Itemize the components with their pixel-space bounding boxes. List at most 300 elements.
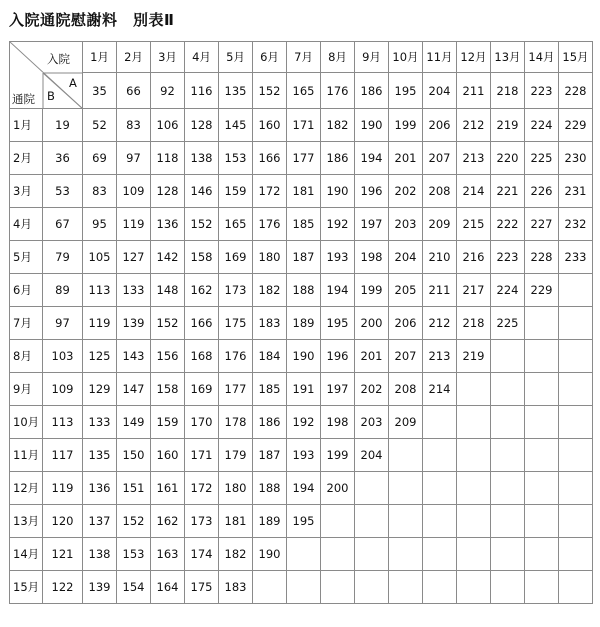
value-cell: 219 [457, 340, 491, 373]
value-cell: 174 [185, 538, 219, 571]
row-header: 11月 [10, 439, 43, 472]
value-cell [389, 505, 423, 538]
value-cell: 145 [219, 109, 253, 142]
value-cell [321, 538, 355, 571]
row-header: 9月 [10, 373, 43, 406]
value-cell: 190 [287, 340, 321, 373]
value-cell [491, 505, 525, 538]
value-cell: 135 [83, 439, 117, 472]
value-cell [423, 439, 457, 472]
value-cell: 190 [355, 109, 389, 142]
a-value-cell: 66 [117, 73, 151, 109]
table-row [10, 175, 593, 208]
column-header: 15月 [559, 42, 593, 73]
value-cell: 203 [355, 406, 389, 439]
column-header: 6月 [253, 42, 287, 73]
value-cell: 188 [287, 274, 321, 307]
value-cell: 133 [83, 406, 117, 439]
row-header: 15月 [10, 571, 43, 604]
table-row [10, 406, 593, 439]
b-value-cell: 103 [43, 340, 83, 373]
row-header: 6月 [10, 274, 43, 307]
value-cell: 224 [491, 274, 525, 307]
value-cell: 227 [525, 208, 559, 241]
value-cell: 204 [355, 439, 389, 472]
value-cell [423, 571, 457, 604]
value-cell: 128 [185, 109, 219, 142]
value-cell: 201 [389, 142, 423, 175]
value-cell [287, 538, 321, 571]
value-cell: 190 [253, 538, 287, 571]
value-cell: 170 [185, 406, 219, 439]
value-cell: 228 [525, 241, 559, 274]
row-header: 5月 [10, 241, 43, 274]
table-row [10, 307, 593, 340]
value-cell: 208 [423, 175, 457, 208]
value-cell [457, 406, 491, 439]
value-cell: 185 [253, 373, 287, 406]
value-cell [389, 571, 423, 604]
b-value-cell: 122 [43, 571, 83, 604]
a-value-cell: 211 [457, 73, 491, 109]
value-cell: 195 [287, 505, 321, 538]
value-cell: 193 [287, 439, 321, 472]
value-cell: 186 [253, 406, 287, 439]
value-cell [525, 340, 559, 373]
value-cell: 217 [457, 274, 491, 307]
table-row [10, 472, 593, 505]
table-row [10, 208, 593, 241]
value-cell: 224 [525, 109, 559, 142]
value-cell: 106 [151, 109, 185, 142]
value-cell: 198 [321, 406, 355, 439]
value-cell: 183 [253, 307, 287, 340]
a-value-cell: 92 [151, 73, 185, 109]
value-cell [525, 472, 559, 505]
value-cell [355, 538, 389, 571]
value-cell [491, 472, 525, 505]
value-cell [457, 472, 491, 505]
value-cell: 83 [117, 109, 151, 142]
value-cell: 136 [83, 472, 117, 505]
value-cell: 162 [151, 505, 185, 538]
value-cell: 212 [423, 307, 457, 340]
column-header: 8月 [321, 42, 355, 73]
value-cell: 231 [559, 175, 593, 208]
b-value-cell: 97 [43, 307, 83, 340]
table-row [10, 571, 593, 604]
column-header: 10月 [389, 42, 423, 73]
b-value-cell: 109 [43, 373, 83, 406]
value-cell: 166 [185, 307, 219, 340]
value-cell: 184 [253, 340, 287, 373]
b-value-cell: 113 [43, 406, 83, 439]
corner-b-label: B [47, 89, 55, 103]
value-cell: 219 [491, 109, 525, 142]
value-cell: 152 [151, 307, 185, 340]
value-cell: 105 [83, 241, 117, 274]
a-value-cell: 223 [525, 73, 559, 109]
value-cell: 165 [219, 208, 253, 241]
value-cell [491, 538, 525, 571]
value-cell: 194 [287, 472, 321, 505]
corner-row-axis-label: 入院 [47, 52, 70, 66]
value-cell: 176 [219, 340, 253, 373]
value-cell: 232 [559, 208, 593, 241]
value-cell: 178 [219, 406, 253, 439]
value-cell [491, 406, 525, 439]
value-cell: 201 [355, 340, 389, 373]
value-cell: 197 [321, 373, 355, 406]
value-cell: 215 [457, 208, 491, 241]
value-cell: 119 [83, 307, 117, 340]
value-cell: 148 [151, 274, 185, 307]
value-cell: 139 [83, 571, 117, 604]
value-cell: 159 [151, 406, 185, 439]
b-value-cell: 36 [43, 142, 83, 175]
value-cell: 176 [253, 208, 287, 241]
value-cell: 208 [389, 373, 423, 406]
value-cell: 180 [253, 241, 287, 274]
value-cell: 205 [389, 274, 423, 307]
value-cell: 209 [389, 406, 423, 439]
value-cell: 149 [117, 406, 151, 439]
value-cell [491, 373, 525, 406]
a-row [10, 73, 593, 109]
value-cell [559, 307, 593, 340]
page-title: 入院通院慰謝料 別表Ⅱ [9, 11, 175, 29]
column-header: 14月 [525, 42, 559, 73]
row-header: 2月 [10, 142, 43, 175]
a-value-cell: 135 [219, 73, 253, 109]
value-cell [559, 406, 593, 439]
a-value-cell: 176 [321, 73, 355, 109]
b-value-cell: 117 [43, 439, 83, 472]
value-cell: 153 [219, 142, 253, 175]
table-row [10, 340, 593, 373]
a-value-cell: 186 [355, 73, 389, 109]
value-cell [423, 406, 457, 439]
table-row [10, 241, 593, 274]
value-cell [389, 472, 423, 505]
value-cell [457, 538, 491, 571]
value-cell [253, 571, 287, 604]
value-cell: 162 [185, 274, 219, 307]
value-cell: 152 [185, 208, 219, 241]
value-cell: 191 [287, 373, 321, 406]
value-cell: 225 [525, 142, 559, 175]
value-cell [389, 439, 423, 472]
value-cell: 183 [219, 571, 253, 604]
value-cell: 52 [83, 109, 117, 142]
value-cell: 168 [185, 340, 219, 373]
value-cell [559, 571, 593, 604]
column-header: 2月 [117, 42, 151, 73]
value-cell [525, 505, 559, 538]
value-cell: 139 [117, 307, 151, 340]
table-row [10, 439, 593, 472]
b-value-cell: 19 [43, 109, 83, 142]
value-cell: 175 [219, 307, 253, 340]
value-cell: 97 [117, 142, 151, 175]
value-cell: 171 [287, 109, 321, 142]
value-cell: 216 [457, 241, 491, 274]
column-header: 7月 [287, 42, 321, 73]
value-cell [423, 538, 457, 571]
value-cell: 179 [219, 439, 253, 472]
value-cell: 159 [219, 175, 253, 208]
value-cell: 172 [253, 175, 287, 208]
value-cell: 119 [117, 208, 151, 241]
corner-col-axis-label: 通院 [12, 92, 35, 106]
value-cell [491, 571, 525, 604]
row-header: 1月 [10, 109, 43, 142]
value-cell: 185 [287, 208, 321, 241]
value-cell: 173 [185, 505, 219, 538]
value-cell [559, 340, 593, 373]
value-cell: 160 [253, 109, 287, 142]
value-cell: 152 [117, 505, 151, 538]
value-cell: 95 [83, 208, 117, 241]
value-cell: 229 [525, 274, 559, 307]
value-cell: 198 [355, 241, 389, 274]
value-cell: 193 [321, 241, 355, 274]
value-cell: 164 [151, 571, 185, 604]
value-cell: 188 [253, 472, 287, 505]
value-cell: 169 [219, 241, 253, 274]
table-row [10, 274, 593, 307]
value-cell: 129 [83, 373, 117, 406]
value-cell: 211 [423, 274, 457, 307]
value-cell: 181 [287, 175, 321, 208]
value-cell [355, 472, 389, 505]
value-cell: 202 [389, 175, 423, 208]
value-cell: 186 [321, 142, 355, 175]
header-row [10, 42, 593, 73]
value-cell: 177 [219, 373, 253, 406]
column-header: 13月 [491, 42, 525, 73]
value-cell: 125 [83, 340, 117, 373]
value-cell: 190 [321, 175, 355, 208]
value-cell: 214 [423, 373, 457, 406]
b-value-cell: 67 [43, 208, 83, 241]
value-cell: 194 [355, 142, 389, 175]
column-header: 3月 [151, 42, 185, 73]
value-cell [491, 340, 525, 373]
value-cell: 230 [559, 142, 593, 175]
value-cell: 161 [151, 472, 185, 505]
row-header: 8月 [10, 340, 43, 373]
b-value-cell: 121 [43, 538, 83, 571]
value-cell: 163 [151, 538, 185, 571]
value-cell: 182 [219, 538, 253, 571]
value-cell: 151 [117, 472, 151, 505]
b-value-cell: 79 [43, 241, 83, 274]
value-cell: 158 [185, 241, 219, 274]
value-cell: 189 [253, 505, 287, 538]
value-cell: 160 [151, 439, 185, 472]
b-value-cell: 119 [43, 472, 83, 505]
value-cell: 195 [321, 307, 355, 340]
value-cell [321, 505, 355, 538]
value-cell [559, 274, 593, 307]
value-cell: 210 [423, 241, 457, 274]
column-header: 12月 [457, 42, 491, 73]
value-cell: 213 [423, 340, 457, 373]
value-cell: 192 [287, 406, 321, 439]
value-cell: 189 [287, 307, 321, 340]
value-cell: 137 [83, 505, 117, 538]
value-cell [457, 571, 491, 604]
value-cell: 220 [491, 142, 525, 175]
value-cell: 158 [151, 373, 185, 406]
value-cell: 166 [253, 142, 287, 175]
a-value-cell: 35 [83, 73, 117, 109]
value-cell [525, 307, 559, 340]
value-cell: 206 [389, 307, 423, 340]
value-cell [389, 538, 423, 571]
value-cell [491, 439, 525, 472]
value-cell: 127 [117, 241, 151, 274]
value-cell: 142 [151, 241, 185, 274]
column-header: 1月 [83, 42, 117, 73]
value-cell: 154 [117, 571, 151, 604]
value-cell [525, 538, 559, 571]
value-cell: 136 [151, 208, 185, 241]
value-cell [525, 439, 559, 472]
value-cell [525, 571, 559, 604]
value-cell: 207 [389, 340, 423, 373]
column-header: 9月 [355, 42, 389, 73]
value-cell: 180 [219, 472, 253, 505]
b-value-cell: 89 [43, 274, 83, 307]
value-cell: 177 [287, 142, 321, 175]
b-value-cell: 120 [43, 505, 83, 538]
value-cell: 194 [321, 274, 355, 307]
value-cell: 200 [355, 307, 389, 340]
value-cell: 214 [457, 175, 491, 208]
table-row [10, 505, 593, 538]
a-value-cell: 228 [559, 73, 593, 109]
a-value-cell: 204 [423, 73, 457, 109]
value-cell: 222 [491, 208, 525, 241]
value-cell: 212 [457, 109, 491, 142]
row-header: 12月 [10, 472, 43, 505]
table-row [10, 142, 593, 175]
value-cell: 199 [389, 109, 423, 142]
value-cell [525, 373, 559, 406]
value-cell: 109 [117, 175, 151, 208]
value-cell: 199 [355, 274, 389, 307]
value-cell: 223 [491, 241, 525, 274]
value-cell: 146 [185, 175, 219, 208]
value-cell: 143 [117, 340, 151, 373]
b-value-cell: 53 [43, 175, 83, 208]
value-cell: 233 [559, 241, 593, 274]
row-header: 10月 [10, 406, 43, 439]
value-cell: 147 [117, 373, 151, 406]
value-cell: 173 [219, 274, 253, 307]
value-cell: 171 [185, 439, 219, 472]
a-value-cell: 165 [287, 73, 321, 109]
value-cell [559, 472, 593, 505]
value-cell: 83 [83, 175, 117, 208]
value-cell: 153 [117, 538, 151, 571]
value-cell: 182 [321, 109, 355, 142]
row-header: 4月 [10, 208, 43, 241]
value-cell: 218 [457, 307, 491, 340]
value-cell: 175 [185, 571, 219, 604]
value-cell [321, 571, 355, 604]
value-cell: 187 [287, 241, 321, 274]
value-cell: 200 [321, 472, 355, 505]
value-cell: 133 [117, 274, 151, 307]
corner-cell [10, 42, 83, 109]
value-cell: 229 [559, 109, 593, 142]
value-cell [559, 373, 593, 406]
value-cell: 203 [389, 208, 423, 241]
corner-a-label: A [69, 76, 77, 90]
value-cell: 182 [253, 274, 287, 307]
table-row [10, 109, 593, 142]
value-cell: 221 [491, 175, 525, 208]
value-cell: 181 [219, 505, 253, 538]
value-cell: 202 [355, 373, 389, 406]
a-value-cell: 218 [491, 73, 525, 109]
value-cell: 225 [491, 307, 525, 340]
value-cell: 209 [423, 208, 457, 241]
row-header: 14月 [10, 538, 43, 571]
a-value-cell: 116 [185, 73, 219, 109]
column-header: 11月 [423, 42, 457, 73]
value-cell: 150 [117, 439, 151, 472]
value-cell: 226 [525, 175, 559, 208]
value-cell: 207 [423, 142, 457, 175]
value-cell [559, 538, 593, 571]
value-cell: 197 [355, 208, 389, 241]
value-cell [355, 505, 389, 538]
value-cell: 138 [83, 538, 117, 571]
value-cell: 206 [423, 109, 457, 142]
value-cell: 172 [185, 472, 219, 505]
table-row [10, 373, 593, 406]
column-header: 5月 [219, 42, 253, 73]
a-value-cell: 152 [253, 73, 287, 109]
value-cell: 169 [185, 373, 219, 406]
value-cell: 192 [321, 208, 355, 241]
value-cell [457, 505, 491, 538]
a-value-cell: 195 [389, 73, 423, 109]
consolation-table [9, 41, 593, 604]
value-cell: 213 [457, 142, 491, 175]
value-cell [287, 571, 321, 604]
value-cell [559, 439, 593, 472]
value-cell: 118 [151, 142, 185, 175]
value-cell [559, 505, 593, 538]
value-cell [423, 472, 457, 505]
value-cell: 69 [83, 142, 117, 175]
column-header: 4月 [185, 42, 219, 73]
value-cell: 196 [355, 175, 389, 208]
value-cell [355, 571, 389, 604]
value-cell: 156 [151, 340, 185, 373]
value-cell: 128 [151, 175, 185, 208]
value-cell: 204 [389, 241, 423, 274]
table-row [10, 538, 593, 571]
value-cell: 138 [185, 142, 219, 175]
value-cell: 199 [321, 439, 355, 472]
value-cell [457, 373, 491, 406]
